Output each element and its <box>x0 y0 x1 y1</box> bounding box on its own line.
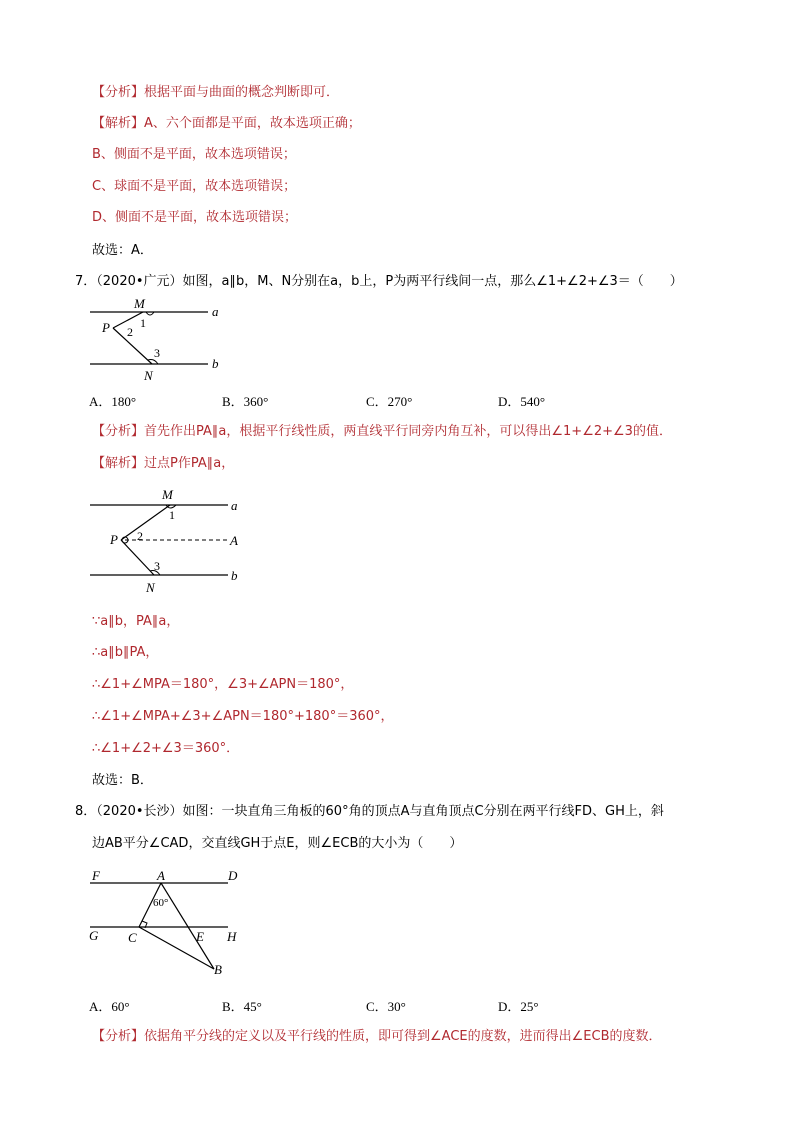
solution-line-c: C、球面不是平面，故本选项错误； <box>92 179 297 194</box>
solution-line-a: A、六个面都是平面，故本选项正确； <box>144 116 361 131</box>
label-D: D <box>228 868 238 883</box>
label-A: A <box>157 868 165 883</box>
analysis-tag: 【分析】 <box>92 1029 145 1044</box>
solution-line-d: D、侧面不是平面，故本选项错误； <box>92 210 298 225</box>
label-F: F <box>92 868 100 883</box>
label-H: H <box>227 929 237 944</box>
label-b: b <box>231 568 238 583</box>
analysis-tag: 【分析】 <box>92 85 145 100</box>
p8-figure <box>86 866 246 978</box>
label-M: M <box>134 296 145 311</box>
analysis-text: 首先作出PA∥a，根据平行线性质，两直线平行同旁内角互补，可以得出∠1+∠2+∠3的值． <box>144 424 672 439</box>
label-N: N <box>144 368 153 383</box>
p7-figure-2 <box>88 484 248 594</box>
angle-2-label: 2 <box>137 529 143 543</box>
solution-tag: 【解析】 <box>92 116 145 131</box>
p8-option-b: B．45° <box>222 999 262 1014</box>
p7-option-d: D．540° <box>498 394 546 409</box>
label-E: E <box>196 929 204 944</box>
analysis-tag: 【分析】 <box>92 424 145 439</box>
label-a: a <box>212 304 219 319</box>
label-P: P <box>102 320 110 335</box>
p7-figure-1 <box>88 294 238 384</box>
label-B: B <box>214 962 222 977</box>
analysis-text: 根据平面与曲面的概念判断即可． <box>144 85 340 100</box>
label-M: M <box>162 487 173 502</box>
analysis-text: 依据角平分线的定义以及平行线的性质，即可得到∠ACE的度数，进而得出∠ECB的度数． <box>144 1029 662 1044</box>
angle-1-label: 1 <box>140 316 146 330</box>
p6-analysis <box>92 84 339 102</box>
solution-line-b: B、侧面不是平面，故本选项错误； <box>92 147 296 162</box>
p7-stem: 7．（2020•广元）如图，a∥b，M、N分别在a，b上，P为两平行线间一点，那么∠1+∠2+∠3＝（ ） <box>75 274 683 289</box>
label-P: P <box>110 532 118 547</box>
angle-2-label: 2 <box>127 325 133 339</box>
p7-answer: 故选：B． <box>92 773 153 788</box>
label-b: b <box>212 356 219 371</box>
p7-step-4: ∴∠1+∠MPA+∠3+∠APN＝180°+180°＝360°， <box>92 709 394 724</box>
label-A: A <box>230 533 238 548</box>
label-G: G <box>89 928 99 943</box>
p7-analysis <box>92 423 672 441</box>
p8-option-a: A．60° <box>89 999 130 1014</box>
p8-stem-line-2: 边AB平分∠CAD，交直线GH于点E，则∠ECB的大小为（ ） <box>92 836 463 851</box>
solution-text: 过点P作PA∥a， <box>144 456 235 471</box>
p7-step-5: ∴∠1+∠2+∠3＝360°． <box>92 741 240 756</box>
label-N: N <box>146 580 155 594</box>
p8-option-d: D．25° <box>498 999 539 1014</box>
solution-tag: 【解析】 <box>92 456 145 471</box>
angle-3-label: 3 <box>154 346 160 360</box>
label-a: a <box>231 498 238 513</box>
p6-answer: 故选：A． <box>92 243 153 258</box>
p6-solution <box>92 115 361 133</box>
p8-option-c: C．30° <box>366 999 406 1014</box>
p7-option-c: C．270° <box>366 394 413 409</box>
p7-step-1: ∵a∥b，PA∥a， <box>92 614 180 629</box>
p7-solution <box>92 455 234 473</box>
label-C: C <box>128 930 137 945</box>
angle-3-label: 3 <box>154 559 160 573</box>
p8-analysis <box>92 1028 662 1046</box>
p8-stem-line-1: 8．（2020•长沙）如图：一块直角三角板的60°角的顶点A与直角顶点C分别在两平行线FD、GH上，斜 <box>75 804 664 819</box>
angle-60-label: 60° <box>153 897 169 909</box>
p7-step-2: ∴a∥b∥PA， <box>92 645 159 660</box>
p7-option-a: A．180° <box>89 394 137 409</box>
p7-step-3: ∴∠1+∠MPA＝180°，∠3+∠APN＝180°， <box>92 677 354 692</box>
angle-1-label: 1 <box>169 508 175 522</box>
p7-option-b: B．360° <box>222 394 269 409</box>
